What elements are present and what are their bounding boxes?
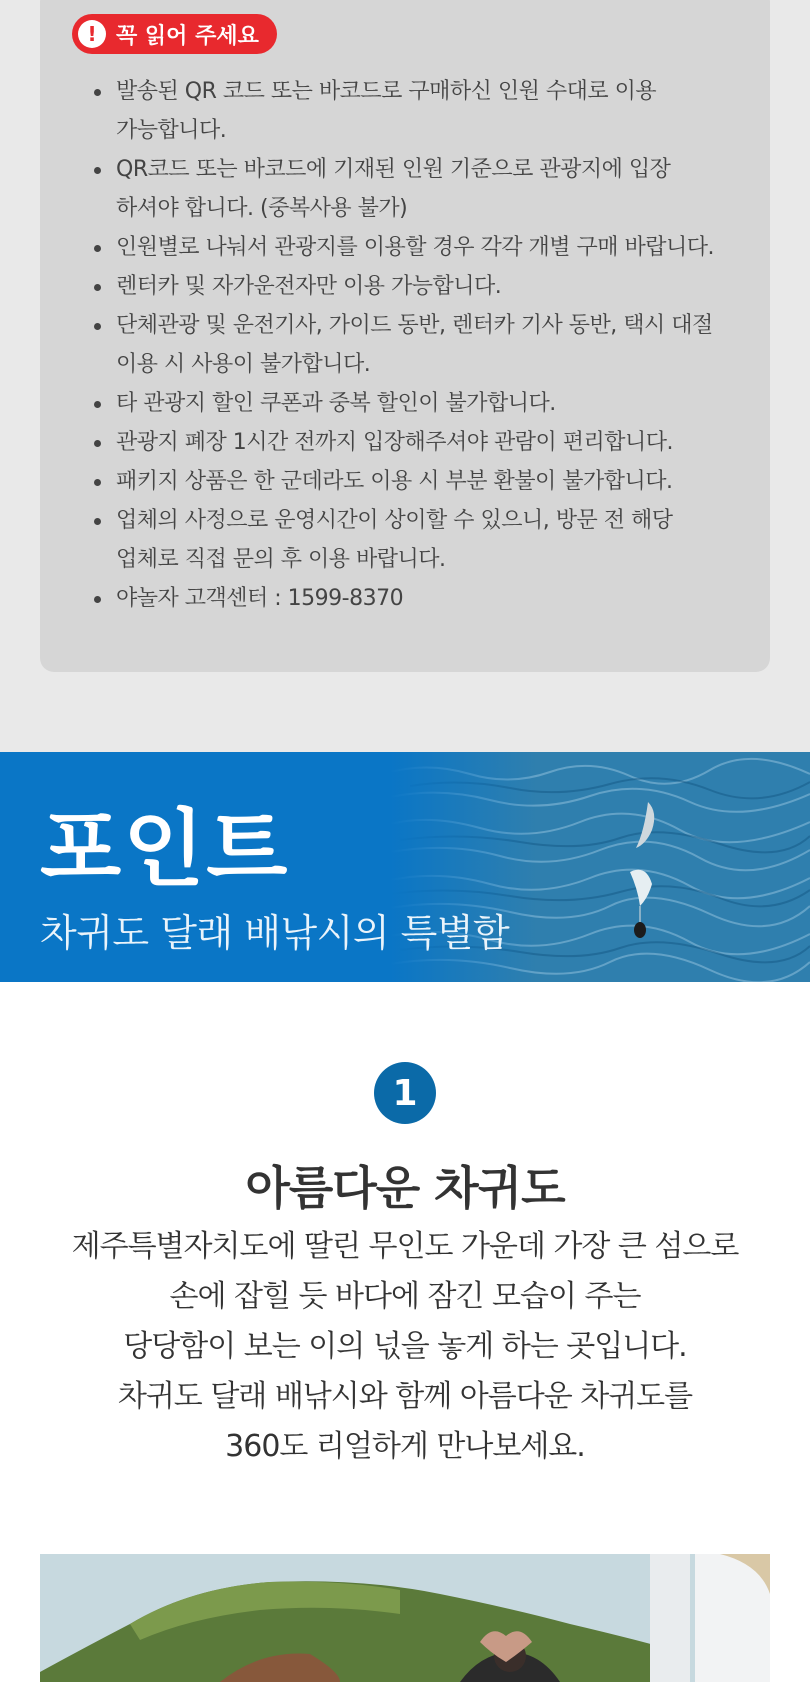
notice-badge-label: 꼭 읽어 주세요	[116, 23, 259, 49]
feature-description-line: 손에 잡힐 듯 바다에 잠긴 모습이 주는	[169, 1279, 641, 1314]
feature-description-line: 360도 리얼하게 만나보세요.	[225, 1429, 585, 1464]
point-subtitle: 차귀도 달래 배낚시의 특별함	[40, 911, 510, 955]
feature-description-line: 차귀도 달래 배낚시와 함께 아름다운 차귀도를	[117, 1379, 693, 1414]
feature-description-line: 당당함이 보는 이의 넋을 놓게 하는 곳입니다.	[123, 1329, 687, 1364]
point-title: 포인트	[40, 800, 290, 898]
notice-section	[0, 0, 810, 752]
exclamation-icon: !	[78, 20, 106, 48]
feature-description	[0, 1222, 810, 1472]
notice-item-line: 가능합니다.	[116, 118, 227, 143]
feature-number-badge: 1	[374, 1062, 436, 1124]
notice-item	[90, 267, 780, 306]
feature-section-1	[0, 982, 810, 1682]
notice-badge	[72, 14, 277, 54]
feature-title: 아름다운 차귀도	[245, 1161, 565, 1215]
notice-item-line: 패키지 상품은 한 군데라도 이용 시 부분 환불이 불가합니다.	[116, 469, 673, 494]
notice-item-line: 인원별로 나눠서 관광지를 이용할 경우 각각 개별 구매 바랍니다.	[116, 235, 714, 260]
notice-item-line: 관광지 폐장 1시간 전까지 입장해주셔야 관람이 편리합니다.	[116, 430, 673, 455]
notice-item-line: 렌터카 및 자가운전자만 이용 가능합니다.	[116, 274, 502, 299]
notice-item-line: 이용 시 사용이 불가합니다.	[116, 352, 371, 377]
notice-item	[90, 150, 780, 228]
chagwido-photo	[40, 1554, 770, 1682]
notice-item	[90, 579, 780, 618]
notice-item-line: 발송된 QR 코드 또는 바코드로 구매하신 인원 수대로 이용	[116, 79, 657, 104]
notice-item	[90, 501, 780, 579]
notice-item	[90, 228, 780, 267]
notice-list	[90, 72, 780, 618]
notice-item-line: 업체의 사정으로 운영시간이 상이할 수 있으니, 방문 전 해당	[116, 508, 673, 533]
notice-item-line: 하셔야 합니다. (중복사용 불가)	[116, 196, 408, 221]
feature-description-line: 제주특별자치도에 딸린 무인도 가운데 가장 큰 섬으로	[71, 1229, 739, 1264]
notice-item-line: 업체로 직접 문의 후 이용 바랍니다.	[116, 547, 446, 572]
notice-item-line: 야놀자 고객센터 : 1599-8370	[116, 586, 404, 611]
notice-item	[90, 423, 780, 462]
notice-item-line: QR코드 또는 바코드에 기재된 인원 기준으로 관광지에 입장	[116, 157, 671, 182]
notice-item-line: 타 관광지 할인 쿠폰과 중복 할인이 불가합니다.	[116, 391, 556, 416]
point-banner	[0, 752, 810, 982]
notice-item	[90, 306, 780, 384]
notice-item	[90, 72, 780, 150]
notice-item-line: 단체관광 및 운전기사, 가이드 동반, 렌터카 기사 동반, 택시 대절	[116, 313, 713, 338]
notice-item	[90, 384, 780, 423]
notice-item	[90, 462, 780, 501]
